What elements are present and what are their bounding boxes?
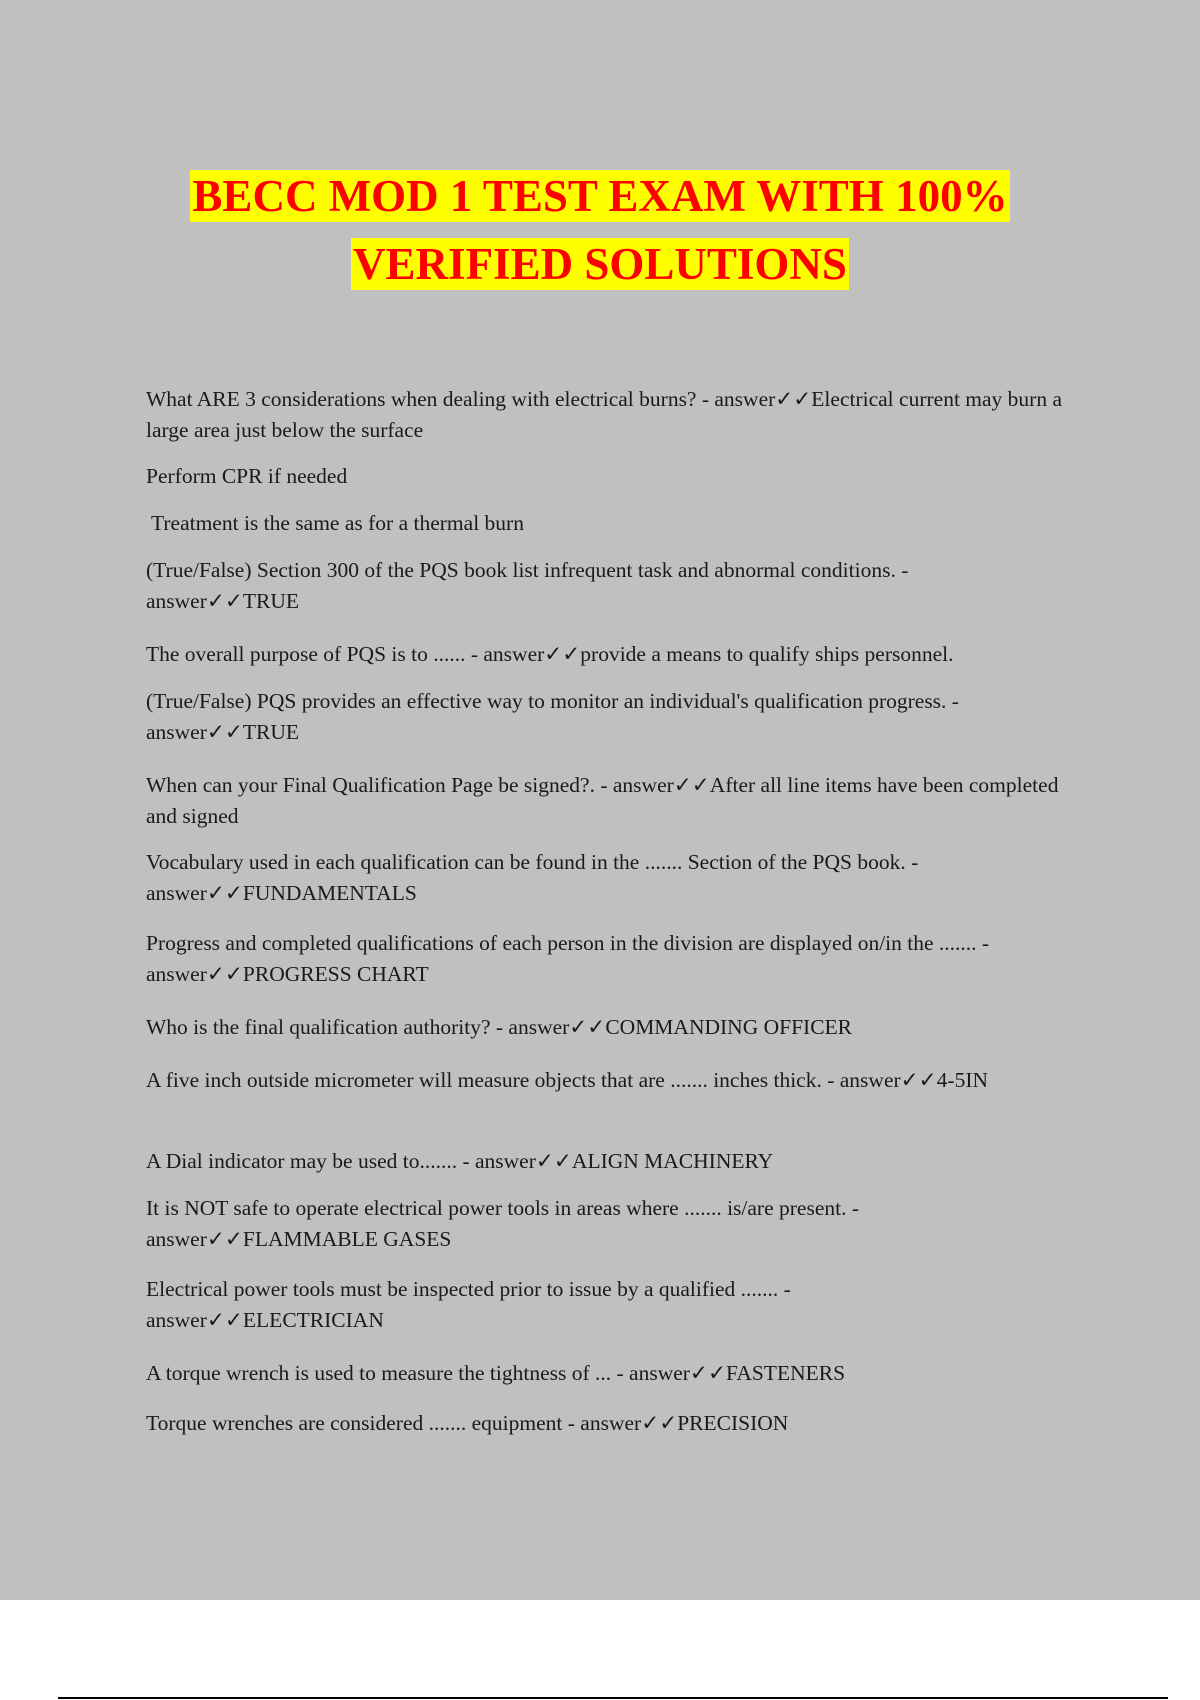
qa-item: A Dial indicator may be used to....... - answer✓✓ALIGN MACHINERY xyxy=(146,1149,774,1173)
qa-item: When can your Final Qualification Page be signed?. - answer✓✓After all line items have been completed and signed xyxy=(146,773,1059,828)
qa-item: (True/False) Section 300 of the PQS book list infrequent task and abnormal conditions. - answer✓✓TRUE xyxy=(146,558,909,613)
title-line-2: VERIFIED SOLUTIONS xyxy=(353,239,847,289)
document-title xyxy=(0,170,1200,306)
title-line-1: BECC MOD 1 TEST EXAM WITH 100% xyxy=(192,171,1008,221)
qa-item: Perform CPR if needed xyxy=(146,464,348,488)
qa-item: Treatment is the same as for a thermal burn xyxy=(146,511,524,535)
qa-item: Electrical power tools must be inspected prior to issue by a qualified ....... - answer✓✓ELECTRICIAN xyxy=(146,1277,791,1332)
qa-item: It is NOT safe to operate electrical power tools in areas where ....... is/are present. - answer✓✓FLAMMABLE GASES xyxy=(146,1196,860,1251)
qa-item: A torque wrench is used to measure the tightness of ... - answer✓✓FASTENERS xyxy=(146,1361,846,1385)
qa-item: The overall purpose of PQS is to ...... - answer✓✓provide a means to qualify ships personnel. xyxy=(146,642,954,666)
qa-item: A five inch outside micrometer will measure objects that are ....... inches thick. - answer✓✓4-5IN xyxy=(146,1068,989,1092)
qa-item: Who is the final qualification authority? - answer✓✓COMMANDING OFFICER xyxy=(146,1015,853,1039)
qa-item: Progress and completed qualifications of each person in the division are displayed on/in the ....... - answer✓✓PROGRESS CHART xyxy=(146,931,990,986)
qa-item: What ARE 3 considerations when dealing with electrical burns? - answer✓✓Electrical current may burn a large area just below the surface xyxy=(146,387,1063,442)
qa-item: Vocabulary used in each qualification can be found in the ....... Section of the PQS book. - answer✓✓FUNDAMENTALS xyxy=(146,850,919,905)
qa-item: Torque wrenches are considered ....... equipment - answer✓✓PRECISION xyxy=(146,1411,789,1435)
footer-divider xyxy=(58,1697,1168,1699)
qa-item: (True/False) PQS provides an effective way to monitor an individual's qualification progress. - answer✓✓TRUE xyxy=(146,689,959,744)
